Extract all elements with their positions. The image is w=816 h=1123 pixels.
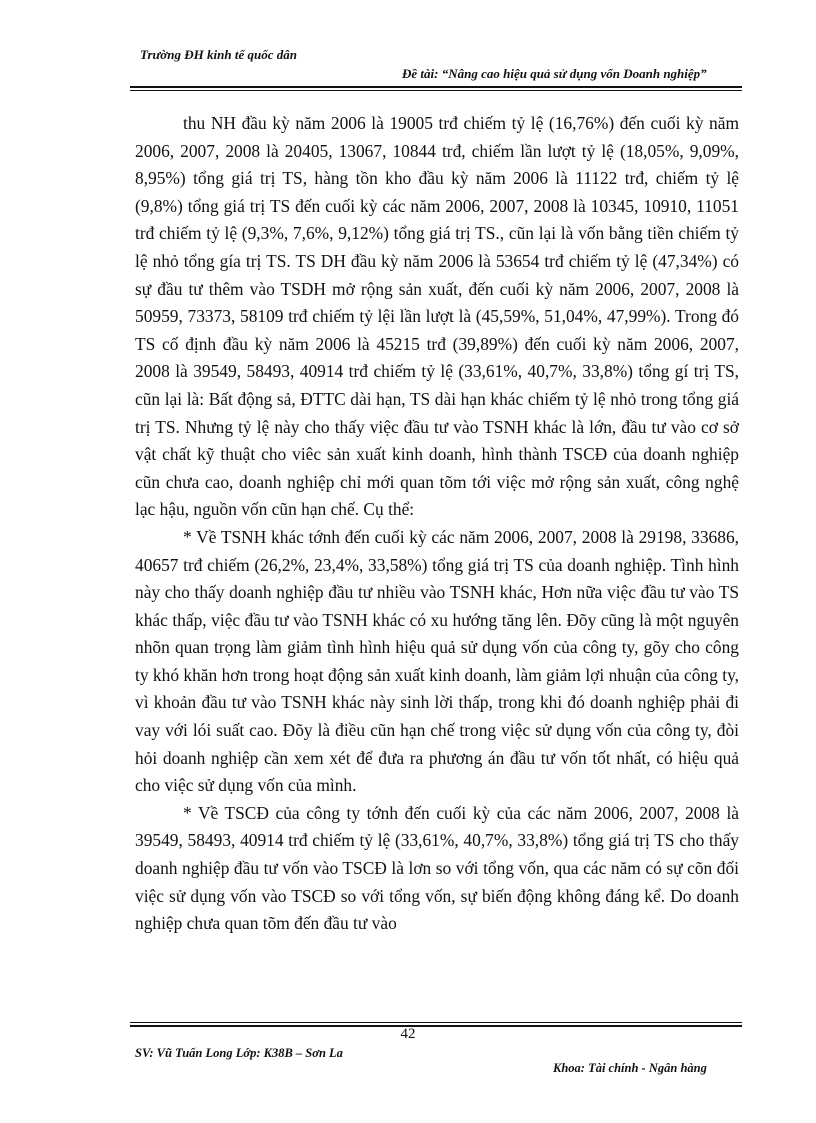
paragraph-3: * Về TSCĐ của công ty tớnh đến cuối kỳ của các năm 2006, 2007, 2008 là 39549, 58493, 40914 trđ chiếm tỷ lệ (33,61%, 40,7%, 33,8%) tổng giá trị TS cho thấy doanh nghiệp đầu tư vốn vào TSCĐ là lơn so với tổng vốn, qua các năm có sự cõn đối việc sử dụng vốn vào TSCĐ so với tổng vốn, sự biến động không đáng kể. Do doanh nghiệp chưa quan tõm đến đầu tư vào — [135, 802, 739, 934]
header-divider — [130, 86, 742, 91]
page-number: 42 — [400, 1026, 416, 1042]
header-school: Trường ĐH kinh tế quốc dân — [140, 47, 297, 62]
paragraph-1: thu NH đầu kỳ năm 2006 là 19005 trđ chiếm tỷ lệ (16,76%) đến cuối kỳ năm 2006, 2007, 2008 là 20405, 13067, 10844 trđ, chiếm lần lượt tỷ lệ (18,05%, 9,09%, 8,95%) tổng giá trị TS, hàng tồn kho đầu kỳ năm 2006 là 11122 trđ, chiếm tỷ lệ (9,8%) tổng giá trị TS đến cuối kỳ các năm 2006, 2007, 2008 là 10345, 10910, 11051 trđ chiếm tỷ lệ (9,3%, 7,6%, 9,12%) tổng giá trị TS., cũn lại là vốn bằng tiền chiếm tỷ lệ nhỏ tổng gía trị TS. TS DH đầu kỳ năm 2006 là 53654 trđ chiếm tỷ lệ (47,34%) có sự đầu tư thêm vào TSDH mở rộng sản xuất, đến cuối kỳ năm 2006, 2007, 2008 là 50959, 73373, 58109 trđ chiếm tỷ lệi lần lượt là (45,59%, 51,04%, 47,99%). Trong đó TS cố định đầu kỳ năm 2006 là 45215 trđ (39,89%) đến cuối kỳ năm 2006, 2007, 2008 là 39549, 58493, 40914 trđ chiếm tỷ lệ (33,61%, 40,7%, 33,8%) tổng gí trị TS, cũn lại là: Bất động sả, ĐTTC dài hạn, TS dài hạn khác chiếm tỷ lệ nhỏ trong tổng giá trị TS. Nhưng tỷ lệ này cho thấy việc đầu tư vào TSNH khác là lớn, đầu tư vào cơ sở vật chất kỹ thuật cho viêc sản xuất kinh doanh, hình thành TSCĐ của doanh nghiệp cũn chưa cao, doanh nghiệp chỉ mới quan tõm tới việc mở rộng sản xuất, công nghệ lạc hậu, nguồn vốn cũn hạn chế. Cụ thể: — [135, 113, 739, 520]
footer-faculty: Khoa: Tài chính - Ngân hàng — [553, 1061, 707, 1075]
header-topic: Đề tài: “Nâng cao hiệu quả sử dụng vốn Doanh nghiệp” — [402, 66, 707, 81]
footer-student: SV: Vũ Tuấn Long Lớp: K38B – Sơn La — [135, 1046, 343, 1060]
document-body — [135, 110, 739, 938]
paragraph-2: * Về TSNH khác tớnh đến cuối kỳ các năm 2006, 2007, 2008 là 29198, 33686, 40657 trđ chiếm (26,2%, 23,4%, 33,58%) tổng giá trị TS của doanh nghiệp. Tình hình này cho thấy doanh nghiệp đầu tư nhiều vào TSNH khác, Hơn nữa việc đầu tư vào TS khác thấp, việc đầu tư vào TSNH khác có xu hướng tăng lên. Đõy cũng là một nguyên nhõn quan trọng làm giảm tình hình hiệu quả sử dụng vốn của công ty, gõy cho công ty khó khăn hơn trong hoạt động sản xuất kinh doanh, làm giảm lợi nhuận của công ty, vì khoản đầu tư vào TSNH khác này sinh lời thấp, trong khi đó doanh nghiệp phải đi vay với lói suất cao. Đõy là điều cũn hạn chế trong việc sử dụng vốn của công ty, đòi hỏi doanh nghiệp cần xem xét để đưa ra phương án đầu tư vốn tốt nhất, có hiệu quả cho việc sử dụng vốn của mình. — [135, 526, 739, 796]
